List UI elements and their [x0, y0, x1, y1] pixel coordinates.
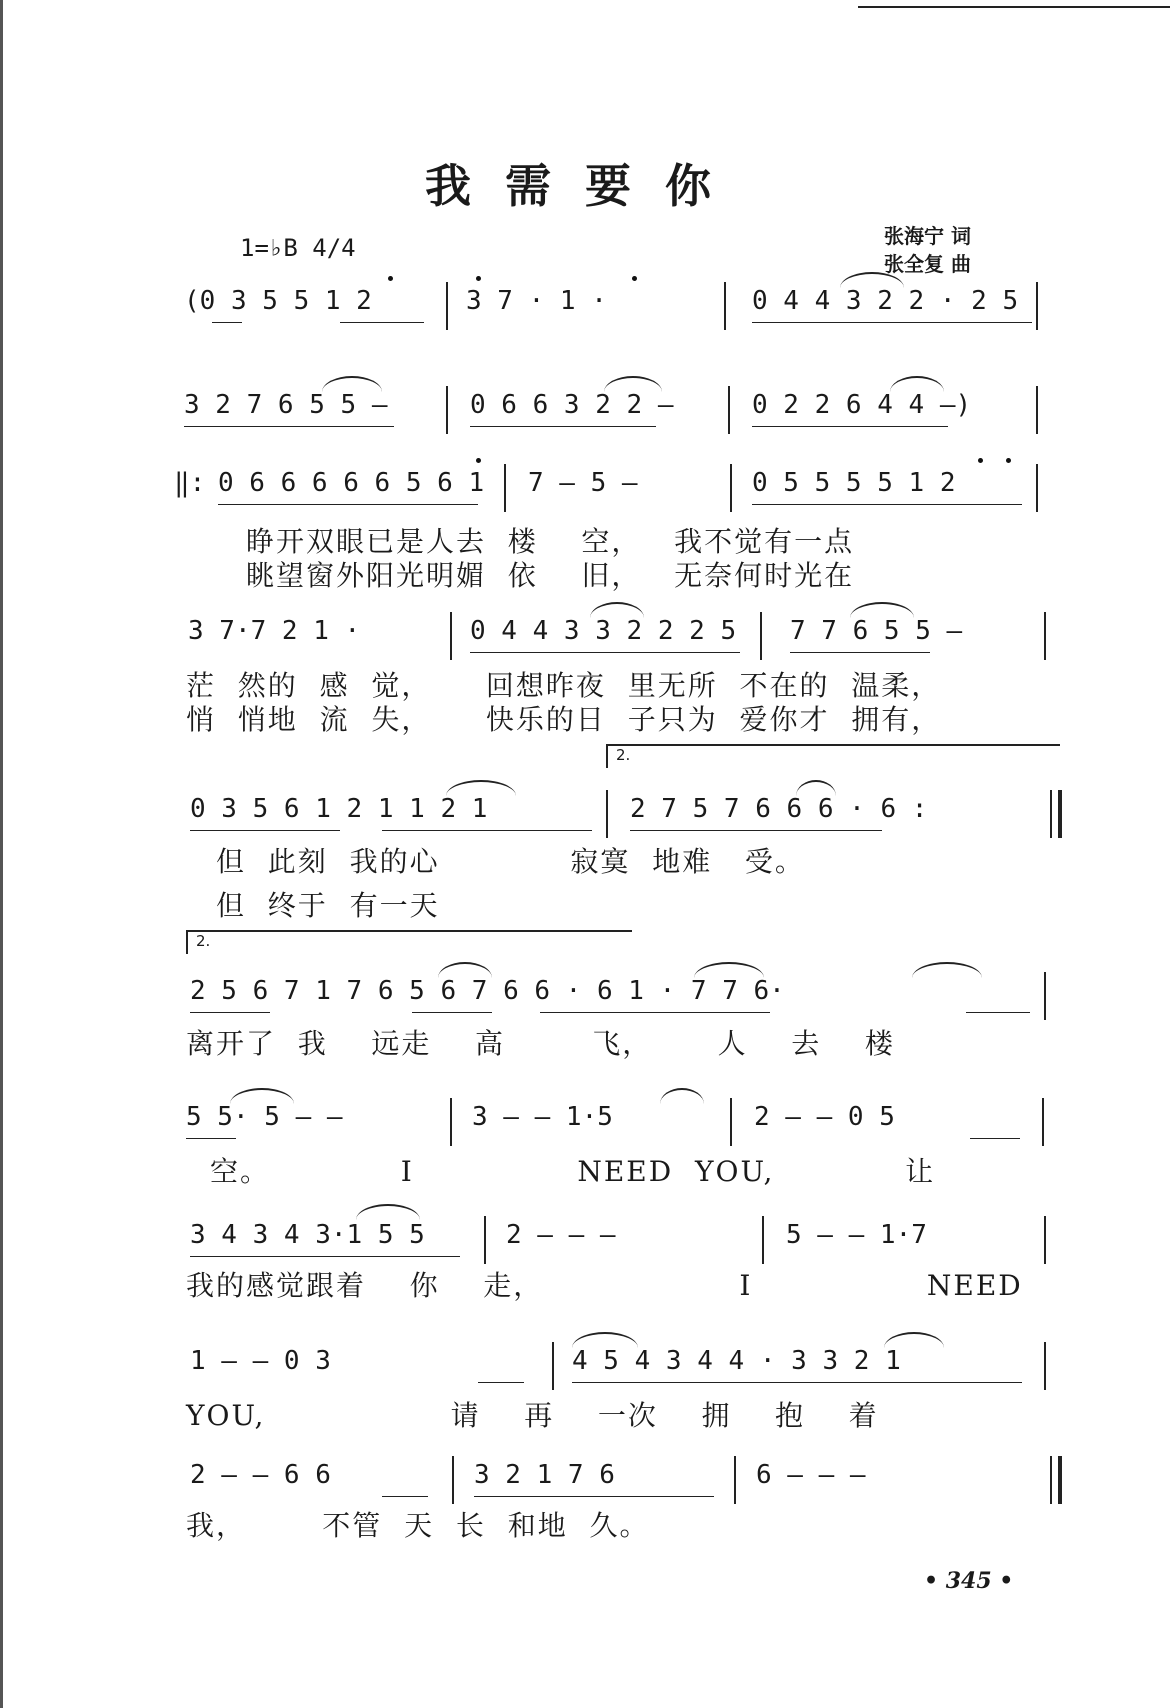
beam: [184, 426, 394, 427]
barline: [730, 1098, 732, 1146]
lyric-line: YOU, 请 再 一次 拥 抱 着: [186, 1399, 879, 1432]
slur: [890, 376, 944, 392]
beam: [340, 322, 424, 323]
barline: [446, 282, 448, 330]
beam: [218, 504, 478, 505]
slur: [590, 602, 644, 618]
slur: [660, 1088, 704, 1104]
slur: [850, 602, 914, 618]
beam: [382, 830, 592, 831]
measure: 3 7 · 1 ·: [466, 286, 607, 316]
staff-row-7: [0, 1102, 1170, 1146]
barline: [762, 1216, 764, 1264]
measure: 3 — — 1·5: [472, 1102, 613, 1132]
staff-row-9: [0, 1346, 1170, 1390]
volta-bracket: 2.: [186, 930, 632, 954]
barline: [504, 464, 506, 512]
volta-bracket: 2.: [606, 744, 1060, 768]
final-barline: [1050, 1456, 1062, 1504]
measure: 5 — — 1·7: [786, 1220, 927, 1250]
repeat-sign: ‖:: [174, 468, 206, 498]
barline: [1044, 972, 1046, 1020]
staff-row-10: [0, 1460, 1170, 1504]
beam: [970, 1138, 1020, 1139]
measure: 5 5· 5 — —: [186, 1102, 343, 1132]
octave-dot: [476, 276, 481, 281]
lyric-verse-2: 但 终于 有一天: [216, 889, 440, 922]
measure: 2 — — 0 5: [754, 1102, 895, 1132]
measure: 4 5 4 3 4 4 · 3 3 2 1: [572, 1346, 901, 1376]
staff-row-1: [0, 286, 1170, 330]
octave-dot: [632, 276, 637, 281]
top-rule: [858, 6, 1170, 8]
barline: [1036, 464, 1038, 512]
measure: 0 6 6 6 6 6 5 6 1: [218, 468, 485, 498]
beam: [790, 652, 930, 653]
beam: [752, 426, 948, 427]
measure: 0 4 4 3 2 2 · 2 5: [752, 286, 1019, 316]
beam: [752, 504, 1022, 505]
beam: [966, 1012, 1030, 1013]
lyricist: 张海宁 词: [884, 224, 971, 248]
barline: [1036, 386, 1038, 434]
slur: [230, 1088, 294, 1104]
barline: [1042, 1098, 1044, 1146]
measure: 1 — — 0 3: [190, 1346, 331, 1376]
beam: [412, 1012, 492, 1013]
song-title: 我需要你: [425, 159, 745, 213]
octave-dot: [978, 458, 983, 463]
measure: 3 2 7 6 5 5 —: [184, 390, 388, 420]
measure: 0 4 4 3 3 2 2 2 5: [470, 616, 737, 646]
barline: [760, 612, 762, 660]
beam: [752, 322, 1032, 323]
staff-row-2: [0, 390, 1170, 434]
measure: 6 — — —: [756, 1460, 866, 1490]
beam: [540, 1012, 770, 1013]
credits: [884, 222, 971, 278]
beam: [212, 322, 242, 323]
barline: [730, 464, 732, 512]
slur: [438, 962, 492, 978]
beam: [630, 830, 882, 831]
barline: [484, 1216, 486, 1264]
barline: [452, 1456, 454, 1504]
measure: 2 5 6 7 1 7 6 5 6 7 6 6 · 6 1 · 7 7 6·: [190, 976, 785, 1006]
slur: [884, 1332, 944, 1348]
barline: [606, 790, 608, 838]
slur: [322, 376, 382, 392]
slur: [912, 962, 982, 978]
lyric-verse-1: 茫 然的 感 觉， 回想昨夜 里无所 不在的 温柔，: [186, 669, 942, 702]
measure: 3 7·7 2 1 ·: [188, 616, 361, 646]
measure: 2 7 5 7 6 6 6 · 6 :: [630, 794, 928, 824]
beam: [190, 1012, 270, 1013]
measure: 7 7 6 5 5 —: [790, 616, 963, 646]
staff-row-6: [0, 976, 1170, 1020]
measure: 3 4 3 4 3·1 5 5: [190, 1220, 425, 1250]
barline: [450, 1098, 452, 1146]
repeat-end-barline: [1050, 790, 1062, 838]
lyric-verse-1: 睁开双眼已是人去 楼 空， 我不觉有一点: [246, 525, 855, 558]
lyric-line: 离开了 我 远走 高 飞， 人 去 楼: [186, 1027, 895, 1060]
beam: [474, 1496, 714, 1497]
measure: 2 — — 6 6: [190, 1460, 331, 1490]
slur: [446, 780, 516, 796]
staff-row-4: [0, 616, 1170, 660]
beam: [470, 652, 740, 653]
barline: [446, 386, 448, 434]
lyric-verse-1: 但 此刻 我的心 寂寞 地难 受。: [216, 845, 805, 878]
barline: [552, 1342, 554, 1390]
lyric-verse-2: 眺望窗外阳光明媚 依 旧， 无奈何时光在: [246, 559, 855, 592]
barline: [1036, 282, 1038, 330]
slur: [694, 962, 764, 978]
staff-row-5: [0, 794, 1170, 838]
lyric-line: 我， 不管 天 长 和地 久。: [186, 1509, 650, 1542]
composer: 张全复 曲: [884, 252, 971, 276]
staff-row-8: [0, 1220, 1170, 1264]
lyric-verse-2: 悄 悄地 流 失， 快乐的日 子只为 爱你才 拥有，: [186, 703, 942, 736]
barline: [450, 612, 452, 660]
barline: [728, 386, 730, 434]
beam: [478, 1382, 524, 1383]
lyric-line: 空。 I NEED YOU, 让: [210, 1155, 936, 1188]
page-number: • 345 •: [924, 1568, 1014, 1594]
staff-row-3: [0, 468, 1170, 512]
beam: [190, 830, 340, 831]
slur: [572, 1332, 638, 1348]
measure: 0 6 6 3 2 2 —: [470, 390, 674, 420]
slur: [356, 1204, 420, 1220]
page-edge: [0, 0, 3, 1708]
barline: [1044, 1216, 1046, 1264]
beam: [470, 426, 656, 427]
measure: 0 2 2 6 4 4 —): [752, 390, 972, 420]
slur: [604, 376, 662, 392]
slur: [796, 780, 836, 796]
beam: [572, 1382, 1022, 1383]
barline: [734, 1456, 736, 1504]
measure: 0 3 5 6 1 2 1 1 2 1: [190, 794, 488, 824]
lyric-line: 我的感觉跟着 你 走， I NEED: [186, 1269, 1023, 1302]
barline: [1044, 1342, 1046, 1390]
measure: 2 — — —: [506, 1220, 616, 1250]
beam: [190, 1256, 460, 1257]
octave-dot: [388, 276, 393, 281]
measure: 3 2 1 7 6: [474, 1460, 615, 1490]
key-signature: 1=♭B 4/4: [240, 234, 356, 262]
beam: [186, 1138, 236, 1139]
measure: 7 — 5 —: [528, 468, 638, 498]
beam: [382, 1496, 428, 1497]
measure: (0 3 5 5 1 2: [184, 286, 372, 316]
barline: [724, 282, 726, 330]
barline: [1044, 612, 1046, 660]
octave-dot: [476, 458, 481, 463]
measure: 0 5 5 5 5 1 2: [752, 468, 956, 498]
octave-dot: [1006, 458, 1011, 463]
